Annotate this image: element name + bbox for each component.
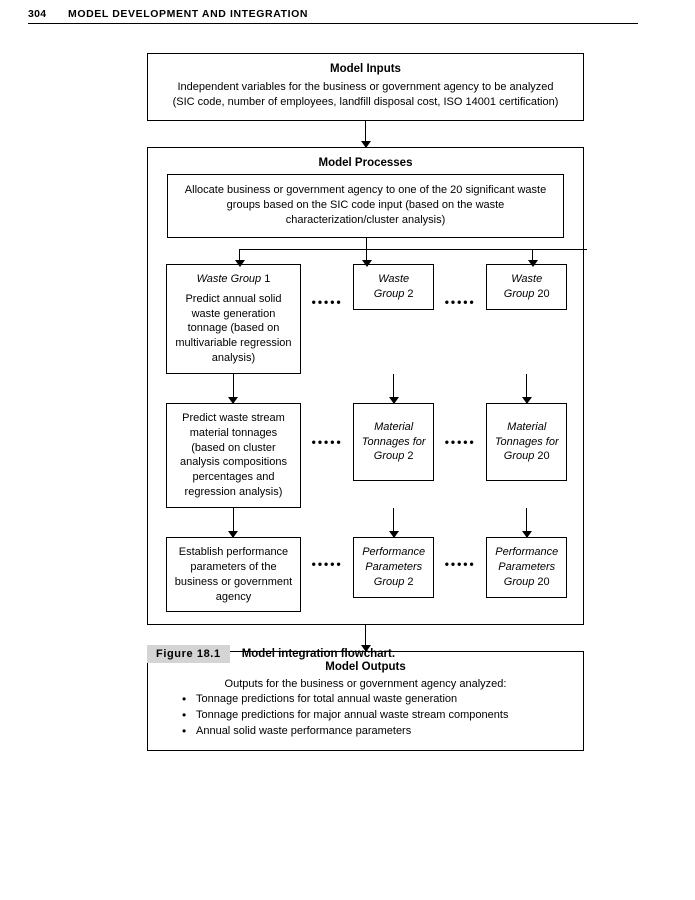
performance-parameters-group-2-line-1: Performance bbox=[362, 545, 426, 558]
figure-caption-text: Model integration flowchart. bbox=[241, 648, 396, 660]
ellipsis-row-2b: ••••• bbox=[444, 434, 476, 449]
model-outputs-lead: Outputs for the business or government agency analyzed: bbox=[224, 678, 507, 691]
arrow-head-icon bbox=[235, 260, 245, 267]
material-tonnages-group-20-line-1: Material bbox=[507, 420, 547, 433]
waste-group-1-box bbox=[166, 264, 301, 374]
waste-group-1-body: Predict annual solid waste generation tonnage (based on multivariable regression analysis) bbox=[175, 292, 292, 365]
connector-branch bbox=[148, 238, 585, 264]
connectors-row-1-to-2 bbox=[166, 374, 567, 403]
page-running-head bbox=[28, 8, 638, 24]
arrow-head-icon bbox=[522, 531, 532, 538]
branch-horizontal-bar bbox=[239, 249, 587, 250]
figure-label: Figure 18.1 bbox=[147, 645, 230, 663]
page-number: 304 bbox=[28, 8, 47, 20]
performance-parameters-group-20-number: 20 bbox=[534, 575, 550, 588]
ellipsis-row-3: ••••• bbox=[311, 556, 343, 571]
model-processes-title: Model Processes bbox=[318, 156, 413, 169]
performance-parameters-group-20-line-1: Performance bbox=[495, 545, 559, 558]
ellipsis-row-1b: ••••• bbox=[444, 294, 476, 309]
arrow-head-icon bbox=[389, 397, 399, 404]
figure-caption bbox=[147, 645, 395, 663]
material-tonnages-group-2-number: 2 bbox=[404, 450, 414, 463]
material-tonnages-group-2-line-2: Tonnages for bbox=[361, 435, 426, 448]
material-tonnages-group-20-number: 20 bbox=[534, 450, 550, 463]
model-outputs-list bbox=[148, 692, 583, 740]
performance-parameters-group-2-line-2: Parameters bbox=[365, 560, 423, 573]
ellipsis-row-1: ••••• bbox=[311, 294, 343, 309]
performance-parameters-group-20-box bbox=[486, 537, 567, 598]
arrow-head-icon bbox=[228, 531, 238, 538]
material-tonnages-group-2-line-1: Material bbox=[374, 420, 414, 433]
model-inputs-line-2: (SIC code, number of employees, landfill disposal cost, ISO 14001 certification) bbox=[172, 95, 559, 108]
performance-parameters-group-20-line-3: Group bbox=[503, 575, 535, 588]
process-grid bbox=[148, 264, 585, 613]
material-tonnages-group-20-line-2: Tonnages for bbox=[494, 435, 559, 448]
performance-parameters-group-1-text: Establish performance parameters of the business or government agency bbox=[174, 545, 293, 603]
waste-group-20-number: 20 bbox=[534, 287, 550, 300]
arrow-head-icon bbox=[228, 397, 238, 404]
performance-parameters-group-2-box bbox=[353, 537, 434, 598]
arrow-head-icon bbox=[362, 260, 372, 267]
waste-group-2-line-1: Waste bbox=[378, 272, 410, 285]
model-inputs-box bbox=[147, 53, 584, 121]
performance-parameters-group-2-number: 2 bbox=[404, 575, 414, 588]
material-tonnages-group-1-box bbox=[166, 403, 301, 508]
waste-group-20-box bbox=[486, 264, 567, 310]
process-row-2 bbox=[166, 403, 567, 508]
list-item: • Tonnage predictions for total annual waste generation bbox=[182, 692, 583, 708]
model-processes-box bbox=[147, 147, 584, 626]
material-tonnages-group-1-text: Predict waste stream material tonnages (based on cluster analysis compositions percentages and regression analysis) bbox=[179, 411, 287, 499]
process-row-1 bbox=[166, 264, 567, 374]
material-tonnages-group-2-line-3: Group bbox=[373, 450, 405, 463]
ellipsis-row-2: ••••• bbox=[311, 434, 343, 449]
running-head-title: MODEL DEVELOPMENT AND INTEGRATION bbox=[68, 8, 309, 20]
allocate-step-text: Allocate business or government agency to one of the 20 significant waste groups based on the SIC code input (based on the waste characterization/cluster analysis) bbox=[184, 183, 547, 227]
waste-group-2-line-2: Group bbox=[373, 287, 405, 300]
process-row-3 bbox=[166, 537, 567, 612]
waste-group-20-line-1: Waste bbox=[511, 272, 543, 285]
list-item: • Tonnage predictions for major annual waste stream components bbox=[182, 708, 583, 724]
waste-group-20-line-2: Group bbox=[503, 287, 535, 300]
list-item: • Annual solid waste performance parameters bbox=[182, 724, 583, 740]
model-inputs-line-1: Independent variables for the business or government agency to be analyzed bbox=[177, 81, 554, 93]
material-tonnages-group-2-box bbox=[353, 403, 434, 481]
performance-parameters-group-1-box bbox=[166, 537, 301, 612]
connectors-row-2-to-3 bbox=[166, 508, 567, 537]
performance-parameters-group-2-line-3: Group bbox=[373, 575, 405, 588]
branch-stem bbox=[366, 238, 367, 249]
waste-group-1-number: 1 bbox=[261, 272, 271, 285]
model-inputs-title: Model Inputs bbox=[330, 63, 401, 75]
waste-group-2-number: 2 bbox=[404, 287, 414, 300]
model-outputs-box bbox=[147, 651, 584, 751]
waste-group-1-heading: Waste Group bbox=[196, 272, 262, 285]
arrow-head-icon bbox=[389, 531, 399, 538]
arrow-head-icon bbox=[528, 260, 538, 267]
header-rule bbox=[28, 23, 638, 24]
performance-parameters-group-20-line-2: Parameters bbox=[498, 560, 556, 573]
connector-inputs-to-processes bbox=[365, 121, 366, 147]
arrow-head-icon bbox=[522, 397, 532, 404]
allocate-step-box bbox=[167, 174, 564, 238]
material-tonnages-group-20-box bbox=[486, 403, 567, 481]
model-outputs-title: Model Outputs bbox=[325, 661, 406, 674]
waste-group-2-box bbox=[353, 264, 434, 310]
ellipsis-row-3b: ••••• bbox=[444, 556, 476, 571]
material-tonnages-group-20-line-3: Group bbox=[503, 450, 535, 463]
